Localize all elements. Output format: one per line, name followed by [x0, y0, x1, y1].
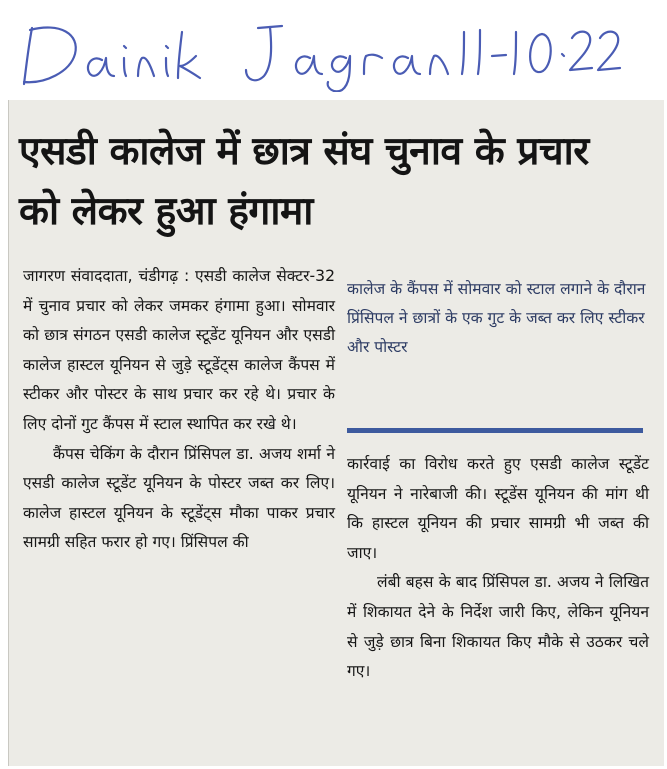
article-headline: एसडी कालेज में छात्र संघ चुनाव के प्रचार को लेकर हुआ हंगामा	[19, 129, 589, 234]
article-left-column	[23, 262, 335, 558]
highlight-quote: कालेज के कैंपस में सोमवार को स्टाल लगाने के दौरान प्रिंसिपल ने छात्रों के एक गुट के जब्त कर लिए स्टीकर और पोस्टर	[347, 280, 646, 356]
left-paragraph-2: कैंपस चेकिंग के दौरान प्रिंसिपल डा. अजय शर्मा ने एसडी कालेज स्टूडेंट यूनियन के पोस्टर जब्त कर लिए। कालेज हास्टल यूनियन के स्टूडेंट्स मौका पाकर प्रचार सामग्री सहित फरार हो गए। प्रिंसिपल की	[23, 444, 335, 552]
right-paragraph-1: कार्रवाई का विरोध करते हुए एसडी कालेज स्टूडेंट यूनियन ने नारेबाजी की। स्टूडेंस यूनियन की मांग थी कि हास्टल यूनियन की प्रचार सामग्री भी जब्त की जाए।	[347, 455, 649, 562]
left-paragraph-1: जागरण संवाददाता, चंडीगढ़ : एसडी कालेज सेक्टर-32 में चुनाव प्रचार को लेकर जमकर हंगामा हुआ। सोमवार को छात्र संगठन एसडी कालेज स्टूडेंट यूनियन और एसडी कालेज हास्टल यूनियन से जुड़े स्टूडेंट्स कालेज कैंपस में स्टीकर और पोस्टर के साथ प्रचार कर रहे थे। प्रचार के लिए दोनों गुट कैंपस में स्टाल स्थापित कर रखे थे।	[23, 267, 335, 433]
section-rule	[347, 428, 643, 433]
article-right-column	[347, 450, 649, 687]
handwritten-note	[20, 14, 640, 92]
right-paragraph-2: लंबी बहस के बाद प्रिंसिपल डा. अजय ने लिखित में शिकायत देने के निर्देश जारी किए, लेकिन यूनियन से जुड़े छात्र बिना शिकायत किए मौके से उठकर चले गए।	[347, 573, 649, 681]
handwritten-note-text: Dainik Jagran 11-10-22	[20, 91, 32, 92]
newspaper-clipping	[8, 100, 664, 766]
